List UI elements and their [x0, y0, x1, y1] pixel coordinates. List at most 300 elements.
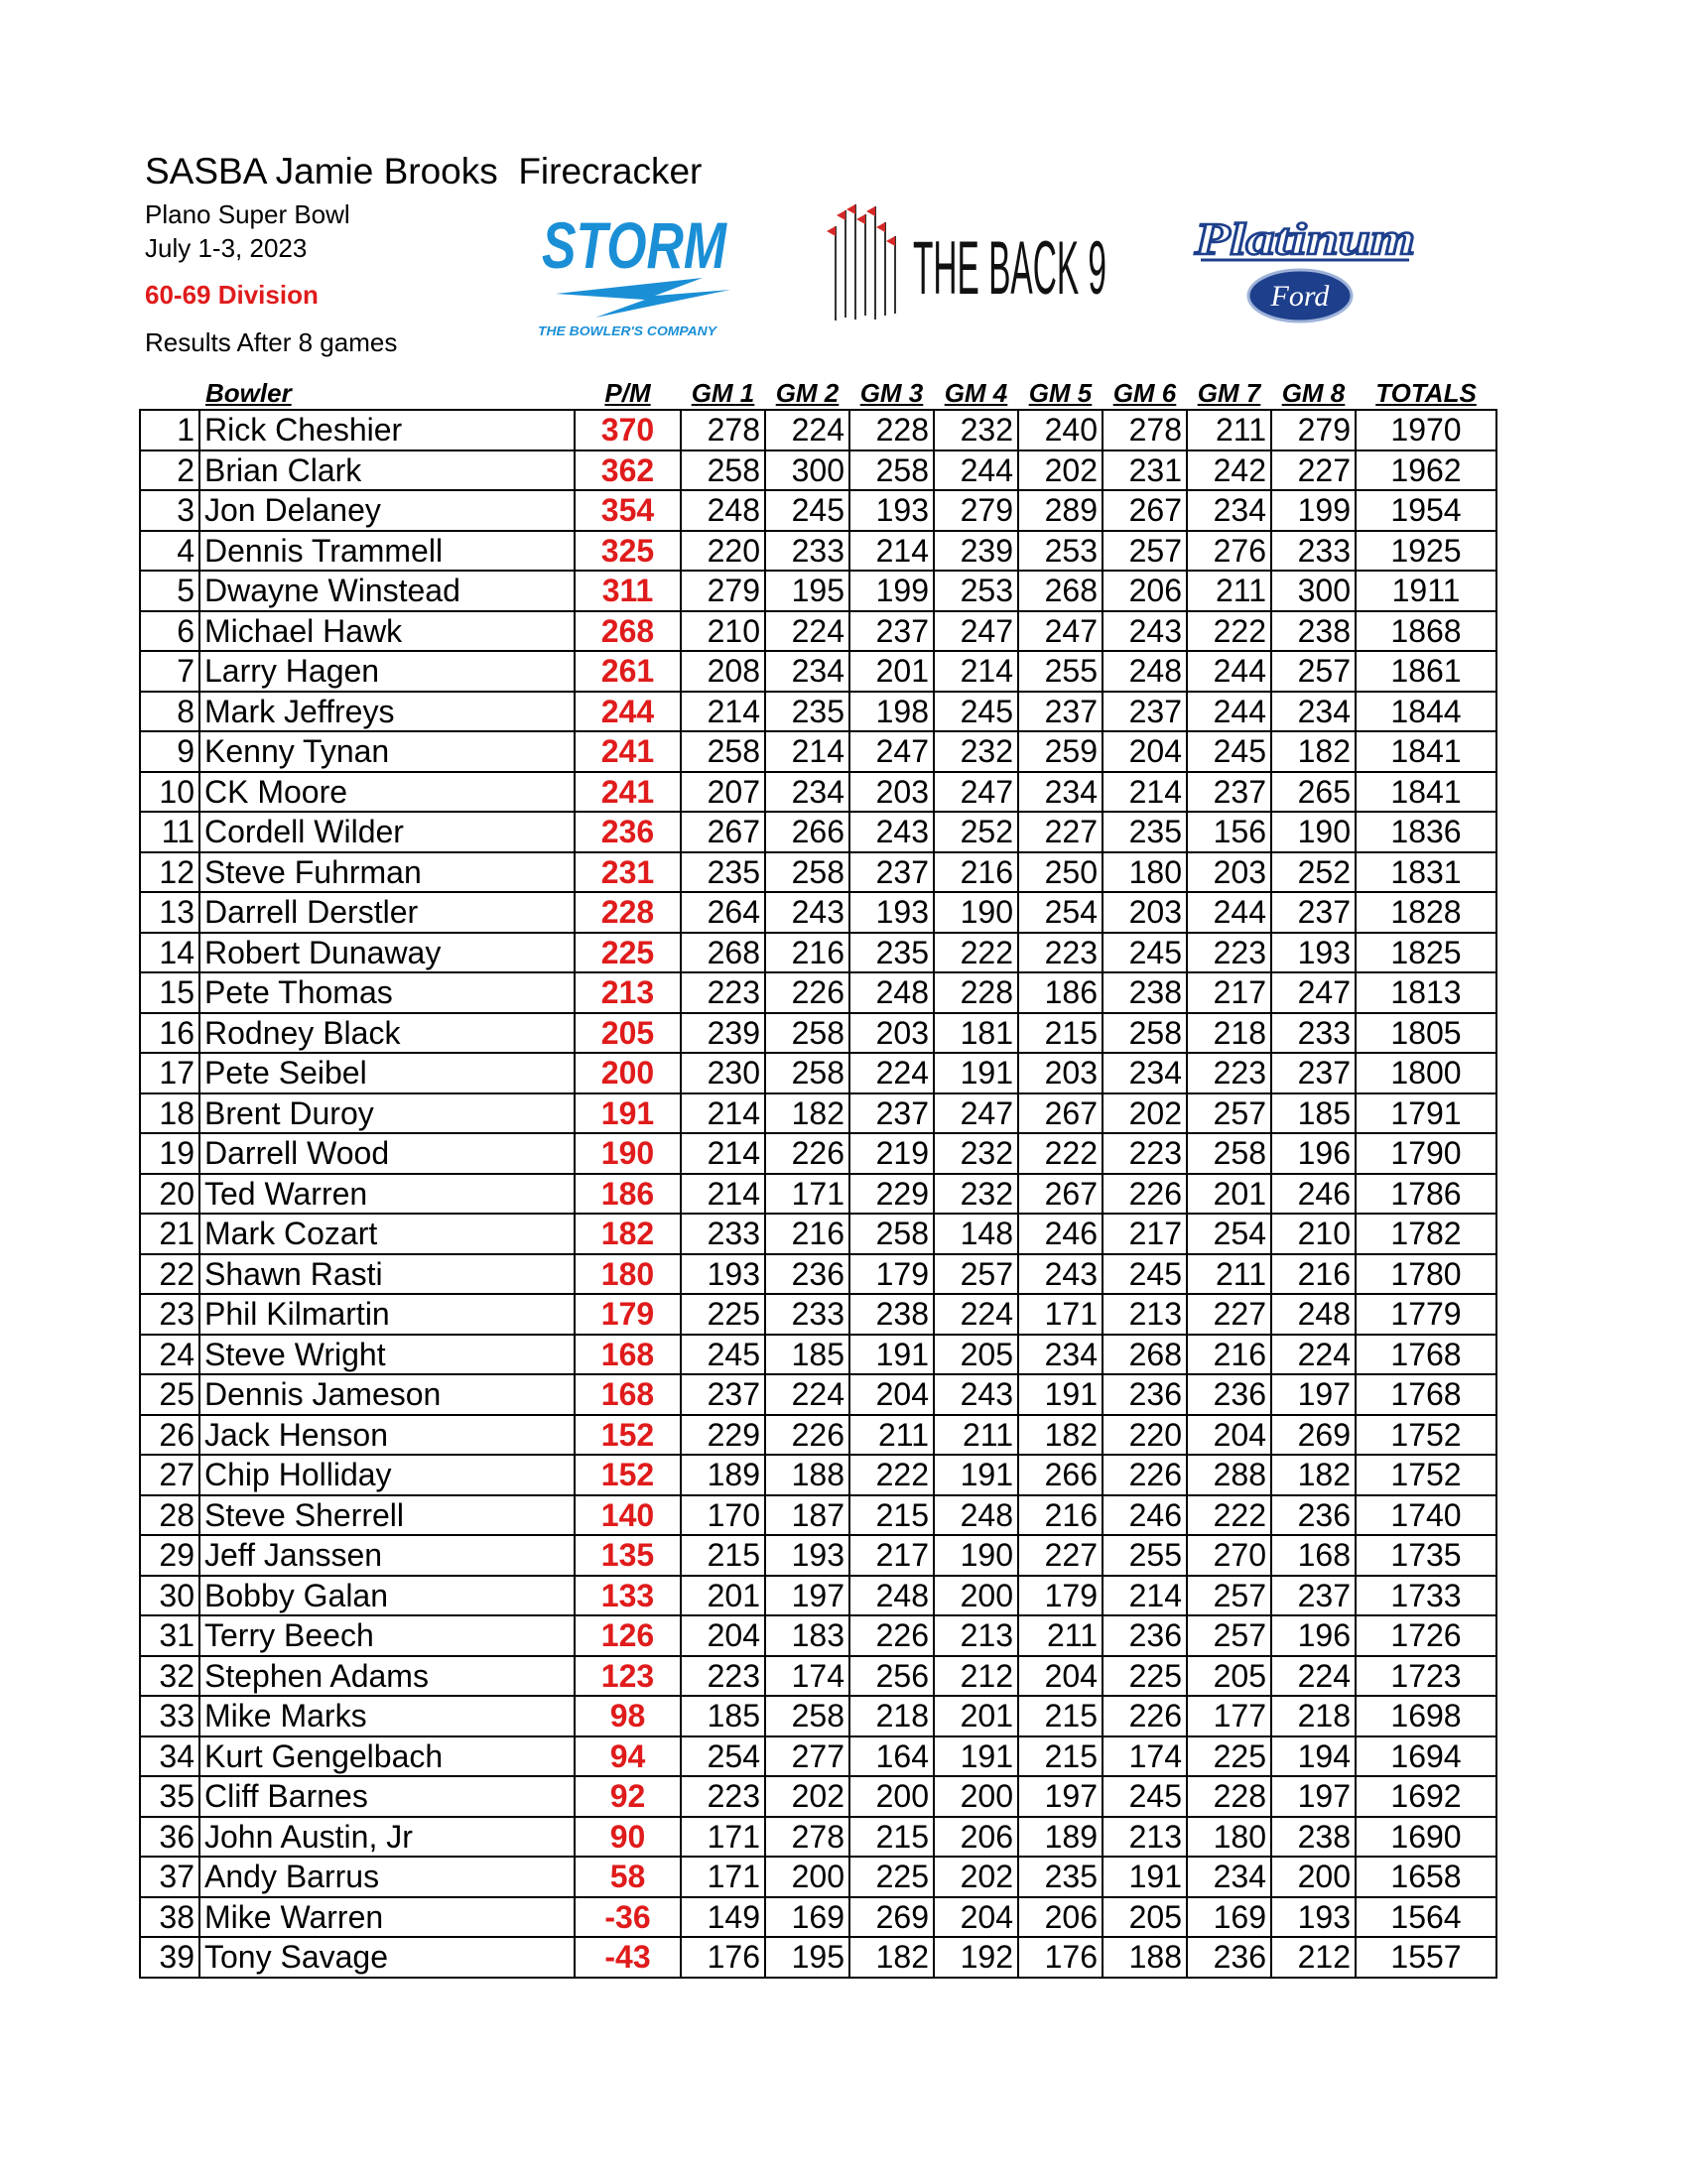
table-row [140, 1294, 1496, 1335]
plus-minus-cell: 241 [575, 731, 681, 772]
bowler-name-cell: Steve Wright [199, 1335, 575, 1375]
game-1-score-cell: 225 [681, 1294, 765, 1335]
game-8-score-cell: 196 [1271, 1615, 1356, 1656]
game-4-score-cell: 191 [934, 1736, 1018, 1777]
plus-minus-cell: 179 [575, 1294, 681, 1335]
game-6-score-cell: 206 [1103, 571, 1187, 611]
table-row [140, 410, 1496, 450]
game-7-score-cell: 204 [1187, 1415, 1271, 1456]
venue-name: Plano Super Bowl [145, 199, 350, 229]
table-row [140, 1535, 1496, 1576]
game-4-score-cell: 224 [934, 1294, 1018, 1335]
game-4-score-cell: 190 [934, 1535, 1018, 1576]
game-4-score-cell: 228 [934, 972, 1018, 1013]
game-3-score-cell: 191 [849, 1335, 934, 1375]
game-2-score-cell: 233 [765, 1294, 849, 1335]
game-3-score-cell: 248 [849, 1576, 934, 1616]
results-status: Results After 8 games [145, 327, 398, 357]
game-6-score-cell: 248 [1103, 651, 1187, 692]
table-row [140, 1776, 1496, 1817]
bowler-name-cell: Chip Holliday [199, 1455, 575, 1495]
gm3-header: GM 3 [859, 378, 924, 408]
bowler-name-cell: Rick Cheshier [199, 410, 575, 450]
game-1-score-cell: 235 [681, 852, 765, 893]
plus-minus-cell: 182 [575, 1214, 681, 1254]
game-1-score-cell: 278 [681, 410, 765, 450]
game-5-score-cell: 243 [1018, 1254, 1103, 1295]
game-7-score-cell: 223 [1187, 933, 1271, 973]
game-1-score-cell: 239 [681, 1013, 765, 1054]
game-4-score-cell: 232 [934, 1174, 1018, 1215]
game-3-score-cell: 198 [849, 692, 934, 732]
game-2-score-cell: 258 [765, 852, 849, 893]
game-2-score-cell: 214 [765, 731, 849, 772]
rank-cell: 34 [140, 1736, 199, 1777]
game-5-score-cell: 289 [1018, 490, 1103, 531]
game-7-score-cell: 257 [1187, 1576, 1271, 1616]
game-5-score-cell: 171 [1018, 1294, 1103, 1335]
game-5-score-cell: 191 [1018, 1374, 1103, 1415]
plus-minus-cell: 228 [575, 892, 681, 933]
game-1-score-cell: 264 [681, 892, 765, 933]
game-5-score-cell: 234 [1018, 1335, 1103, 1375]
storm-logo [536, 206, 734, 343]
game-3-score-cell: 235 [849, 933, 934, 973]
bowler-name-cell: Pete Thomas [199, 972, 575, 1013]
game-3-score-cell: 237 [849, 611, 934, 652]
game-4-score-cell: 216 [934, 852, 1018, 893]
game-8-score-cell: 193 [1271, 933, 1356, 973]
game-2-score-cell: 216 [765, 933, 849, 973]
game-2-score-cell: 226 [765, 1133, 849, 1174]
game-8-score-cell: 218 [1271, 1696, 1356, 1736]
plus-minus-cell: 152 [575, 1455, 681, 1495]
game-2-score-cell: 224 [765, 1374, 849, 1415]
total-cell: 1841 [1356, 772, 1496, 813]
plus-minus-cell: 236 [575, 812, 681, 852]
game-2-score-cell: 169 [765, 1897, 849, 1938]
game-3-score-cell: 182 [849, 1937, 934, 1978]
plus-minus-cell: 200 [575, 1053, 681, 1093]
table-row [140, 1857, 1496, 1897]
game-8-score-cell: 252 [1271, 852, 1356, 893]
game-8-score-cell: 247 [1271, 972, 1356, 1013]
bowler-name-cell: Bobby Galan [199, 1576, 575, 1616]
table-row [140, 812, 1496, 852]
game-1-score-cell: 245 [681, 1335, 765, 1375]
game-2-score-cell: 174 [765, 1656, 849, 1697]
game-1-score-cell: 207 [681, 772, 765, 813]
game-2-score-cell: 182 [765, 1093, 849, 1134]
rank-cell: 28 [140, 1495, 199, 1536]
table-row [140, 611, 1496, 652]
game-6-score-cell: 226 [1103, 1455, 1187, 1495]
table-row [140, 1174, 1496, 1215]
game-4-score-cell: 206 [934, 1817, 1018, 1858]
game-5-score-cell: 197 [1018, 1776, 1103, 1817]
game-1-score-cell: 230 [681, 1053, 765, 1093]
table-row [140, 852, 1496, 893]
rank-cell: 29 [140, 1535, 199, 1576]
game-2-score-cell: 278 [765, 1817, 849, 1858]
bowler-header: Bowler [205, 378, 292, 408]
table-row [140, 1374, 1496, 1415]
game-4-score-cell: 213 [934, 1615, 1018, 1656]
game-6-score-cell: 213 [1103, 1294, 1187, 1335]
game-3-score-cell: 229 [849, 1174, 934, 1215]
game-8-score-cell: 234 [1271, 692, 1356, 732]
total-cell: 1557 [1356, 1937, 1496, 1978]
game-1-score-cell: 185 [681, 1696, 765, 1736]
game-3-score-cell: 248 [849, 972, 934, 1013]
rank-cell: 24 [140, 1335, 199, 1375]
game-7-score-cell: 217 [1187, 972, 1271, 1013]
game-6-score-cell: 245 [1103, 1254, 1187, 1295]
game-8-score-cell: 236 [1271, 1495, 1356, 1536]
total-cell: 1733 [1356, 1576, 1496, 1616]
game-6-score-cell: 236 [1103, 1615, 1187, 1656]
game-6-score-cell: 235 [1103, 812, 1187, 852]
table-row [140, 1937, 1496, 1978]
table-row [140, 531, 1496, 572]
gm7-header: GM 7 [1197, 378, 1261, 408]
game-7-score-cell: 244 [1187, 892, 1271, 933]
game-1-score-cell: 204 [681, 1615, 765, 1656]
game-1-score-cell: 258 [681, 450, 765, 491]
rank-cell: 30 [140, 1576, 199, 1616]
total-cell: 1836 [1356, 812, 1496, 852]
game-7-score-cell: 205 [1187, 1656, 1271, 1697]
rank-cell: 33 [140, 1696, 199, 1736]
game-3-score-cell: 204 [849, 1374, 934, 1415]
game-5-score-cell: 204 [1018, 1656, 1103, 1697]
game-7-score-cell: 234 [1187, 1857, 1271, 1897]
bowler-name-cell: Terry Beech [199, 1615, 575, 1656]
plus-minus-cell: 244 [575, 692, 681, 732]
bowler-name-cell: Cordell Wilder [199, 812, 575, 852]
plus-minus-cell: 362 [575, 450, 681, 491]
game-3-score-cell: 215 [849, 1817, 934, 1858]
game-3-score-cell: 215 [849, 1495, 934, 1536]
game-1-score-cell: 229 [681, 1415, 765, 1456]
table-row [140, 692, 1496, 732]
game-1-score-cell: 214 [681, 692, 765, 732]
plus-minus-cell: 168 [575, 1374, 681, 1415]
game-3-score-cell: 214 [849, 531, 934, 572]
total-cell: 1786 [1356, 1174, 1496, 1215]
plus-minus-cell: 190 [575, 1133, 681, 1174]
game-7-score-cell: 211 [1187, 571, 1271, 611]
plus-minus-cell: 354 [575, 490, 681, 531]
table-row [140, 1053, 1496, 1093]
game-6-score-cell: 180 [1103, 852, 1187, 893]
game-3-score-cell: 269 [849, 1897, 934, 1938]
game-1-score-cell: 208 [681, 651, 765, 692]
platinum-ford-logo [1191, 208, 1419, 327]
game-6-score-cell: 243 [1103, 611, 1187, 652]
total-cell: 1831 [1356, 852, 1496, 893]
back9-logo [826, 196, 1113, 325]
game-6-score-cell: 174 [1103, 1736, 1187, 1777]
rank-cell: 6 [140, 611, 199, 652]
game-3-score-cell: 193 [849, 892, 934, 933]
rank-cell: 10 [140, 772, 199, 813]
rank-cell: 21 [140, 1214, 199, 1254]
game-3-score-cell: 237 [849, 1093, 934, 1134]
game-2-score-cell: 226 [765, 972, 849, 1013]
game-6-score-cell: 237 [1103, 692, 1187, 732]
storm-logo-text: STORM [542, 208, 728, 282]
game-7-score-cell: 216 [1187, 1335, 1271, 1375]
game-2-score-cell: 277 [765, 1736, 849, 1777]
rank-cell: 1 [140, 410, 199, 450]
game-8-score-cell: 227 [1271, 450, 1356, 491]
game-8-score-cell: 224 [1271, 1656, 1356, 1697]
rank-cell: 25 [140, 1374, 199, 1415]
game-8-score-cell: 237 [1271, 892, 1356, 933]
game-8-score-cell: 233 [1271, 1013, 1356, 1054]
table-row [140, 972, 1496, 1013]
game-2-score-cell: 245 [765, 490, 849, 531]
plus-minus-cell: 152 [575, 1415, 681, 1456]
game-1-score-cell: 223 [681, 972, 765, 1013]
game-2-score-cell: 300 [765, 450, 849, 491]
plus-minus-cell: 311 [575, 571, 681, 611]
bowler-name-cell: Pete Seibel [199, 1053, 575, 1093]
game-8-score-cell: 182 [1271, 731, 1356, 772]
game-2-score-cell: 235 [765, 692, 849, 732]
game-5-score-cell: 246 [1018, 1214, 1103, 1254]
game-6-score-cell: 204 [1103, 731, 1187, 772]
total-cell: 1970 [1356, 410, 1496, 450]
game-5-score-cell: 222 [1018, 1133, 1103, 1174]
game-6-score-cell: 258 [1103, 1013, 1187, 1054]
platinum-text: Platinum [1193, 213, 1415, 264]
game-7-score-cell: 254 [1187, 1214, 1271, 1254]
gm8-header: GM 8 [1281, 378, 1346, 408]
rank-cell: 20 [140, 1174, 199, 1215]
game-3-score-cell: 228 [849, 410, 934, 450]
bowler-name-cell: Mike Marks [199, 1696, 575, 1736]
game-2-score-cell: 233 [765, 531, 849, 572]
game-7-score-cell: 244 [1187, 692, 1271, 732]
game-2-score-cell: 216 [765, 1214, 849, 1254]
game-1-score-cell: 189 [681, 1455, 765, 1495]
game-5-score-cell: 189 [1018, 1817, 1103, 1858]
bowler-name-cell: Larry Hagen [199, 651, 575, 692]
game-8-score-cell: 269 [1271, 1415, 1356, 1456]
game-4-score-cell: 247 [934, 772, 1018, 813]
game-5-score-cell: 215 [1018, 1696, 1103, 1736]
total-cell: 1962 [1356, 450, 1496, 491]
game-5-score-cell: 211 [1018, 1615, 1103, 1656]
game-3-score-cell: 218 [849, 1696, 934, 1736]
game-5-score-cell: 179 [1018, 1576, 1103, 1616]
bowler-name-cell: Mike Warren [199, 1897, 575, 1938]
total-cell: 1954 [1356, 490, 1496, 531]
total-cell: 1726 [1356, 1615, 1496, 1656]
bowler-name-cell: Mark Jeffreys [199, 692, 575, 732]
game-5-score-cell: 250 [1018, 852, 1103, 893]
game-7-score-cell: 270 [1187, 1535, 1271, 1576]
game-3-score-cell: 203 [849, 1013, 934, 1054]
total-cell: 1698 [1356, 1696, 1496, 1736]
game-1-score-cell: 215 [681, 1535, 765, 1576]
game-4-score-cell: 205 [934, 1335, 1018, 1375]
bowler-name-cell: Jon Delaney [199, 490, 575, 531]
game-6-score-cell: 245 [1103, 1776, 1187, 1817]
bowler-name-cell: Dwayne Winstead [199, 571, 575, 611]
game-7-score-cell: 211 [1187, 1254, 1271, 1295]
bowler-name-cell: Shawn Rasti [199, 1254, 575, 1295]
total-cell: 1925 [1356, 531, 1496, 572]
rank-cell: 18 [140, 1093, 199, 1134]
game-5-score-cell: 253 [1018, 531, 1103, 572]
total-cell: 1868 [1356, 611, 1496, 652]
game-2-score-cell: 236 [765, 1254, 849, 1295]
game-1-score-cell: 254 [681, 1736, 765, 1777]
total-cell: 1768 [1356, 1374, 1496, 1415]
rank-cell: 38 [140, 1897, 199, 1938]
table-row [140, 1093, 1496, 1134]
game-6-score-cell: 238 [1103, 972, 1187, 1013]
game-6-score-cell: 188 [1103, 1937, 1187, 1978]
bowler-name-cell: Rodney Black [199, 1013, 575, 1054]
rank-cell: 17 [140, 1053, 199, 1093]
game-4-score-cell: 239 [934, 531, 1018, 572]
bowler-name-cell: Jeff Janssen [199, 1535, 575, 1576]
game-4-score-cell: 222 [934, 933, 1018, 973]
rank-cell: 19 [140, 1133, 199, 1174]
rank-cell: 16 [140, 1013, 199, 1054]
storm-tagline: THE BOWLER'S COMPANY [538, 323, 718, 338]
table-row [140, 1736, 1496, 1777]
plus-minus-cell: 58 [575, 1857, 681, 1897]
game-4-score-cell: 200 [934, 1576, 1018, 1616]
plus-minus-cell: 180 [575, 1254, 681, 1295]
game-8-score-cell: 193 [1271, 1897, 1356, 1938]
game-2-score-cell: 200 [765, 1857, 849, 1897]
game-4-score-cell: 201 [934, 1696, 1018, 1736]
table-row [140, 1495, 1496, 1536]
bowler-name-cell: Brian Clark [199, 450, 575, 491]
game-7-score-cell: 242 [1187, 450, 1271, 491]
plus-minus-cell: -43 [575, 1937, 681, 1978]
game-5-score-cell: 202 [1018, 450, 1103, 491]
game-6-score-cell: 220 [1103, 1415, 1187, 1456]
game-8-score-cell: 168 [1271, 1535, 1356, 1576]
game-5-score-cell: 254 [1018, 892, 1103, 933]
total-cell: 1805 [1356, 1013, 1496, 1054]
table-row [140, 1656, 1496, 1697]
game-3-score-cell: 258 [849, 450, 934, 491]
plus-minus-cell: 213 [575, 972, 681, 1013]
rank-cell: 37 [140, 1857, 199, 1897]
total-cell: 1825 [1356, 933, 1496, 973]
game-4-score-cell: 191 [934, 1053, 1018, 1093]
table-row [140, 1817, 1496, 1858]
game-6-score-cell: 268 [1103, 1335, 1187, 1375]
game-4-score-cell: 257 [934, 1254, 1018, 1295]
game-8-score-cell: 237 [1271, 1053, 1356, 1093]
gm5-header: GM 5 [1028, 378, 1093, 408]
game-2-score-cell: 266 [765, 812, 849, 852]
game-1-score-cell: 210 [681, 611, 765, 652]
game-6-score-cell: 267 [1103, 490, 1187, 531]
total-cell: 1752 [1356, 1415, 1496, 1456]
rank-cell: 9 [140, 731, 199, 772]
game-3-score-cell: 226 [849, 1615, 934, 1656]
game-4-score-cell: 232 [934, 731, 1018, 772]
game-5-score-cell: 259 [1018, 731, 1103, 772]
game-3-score-cell: 247 [849, 731, 934, 772]
total-cell: 1658 [1356, 1857, 1496, 1897]
game-2-score-cell: 243 [765, 892, 849, 933]
total-cell: 1790 [1356, 1133, 1496, 1174]
game-8-score-cell: 196 [1271, 1133, 1356, 1174]
total-cell: 1694 [1356, 1736, 1496, 1777]
game-5-score-cell: 182 [1018, 1415, 1103, 1456]
game-3-score-cell: 217 [849, 1535, 934, 1576]
game-4-score-cell: 245 [934, 692, 1018, 732]
rank-cell: 35 [140, 1776, 199, 1817]
table-row [140, 490, 1496, 531]
game-6-score-cell: 226 [1103, 1174, 1187, 1215]
rank-cell: 31 [140, 1615, 199, 1656]
game-2-score-cell: 234 [765, 651, 849, 692]
game-4-score-cell: 181 [934, 1013, 1018, 1054]
game-7-score-cell: 237 [1187, 772, 1271, 813]
gm4-header: GM 4 [944, 378, 1008, 408]
game-1-score-cell: 220 [681, 531, 765, 572]
game-2-score-cell: 195 [765, 1937, 849, 1978]
game-3-score-cell: 193 [849, 490, 934, 531]
table-row [140, 1455, 1496, 1495]
game-2-score-cell: 185 [765, 1335, 849, 1375]
bowler-name-cell: Dennis Trammell [199, 531, 575, 572]
game-6-score-cell: 191 [1103, 1857, 1187, 1897]
game-5-score-cell: 215 [1018, 1736, 1103, 1777]
game-2-score-cell: 258 [765, 1696, 849, 1736]
game-1-score-cell: 223 [681, 1776, 765, 1817]
game-7-score-cell: 203 [1187, 852, 1271, 893]
game-3-score-cell: 243 [849, 812, 934, 852]
game-2-score-cell: 224 [765, 611, 849, 652]
table-row [140, 1013, 1496, 1054]
plus-minus-cell: 186 [575, 1174, 681, 1215]
total-cell: 1564 [1356, 1897, 1496, 1938]
game-4-score-cell: 247 [934, 611, 1018, 652]
bowler-name-cell: Robert Dunaway [199, 933, 575, 973]
rank-cell: 23 [140, 1294, 199, 1335]
rank-header [140, 375, 199, 410]
bowler-name-cell: Michael Hawk [199, 611, 575, 652]
game-3-score-cell: 256 [849, 1656, 934, 1697]
total-cell: 1800 [1356, 1053, 1496, 1093]
game-8-score-cell: 216 [1271, 1254, 1356, 1295]
game-6-score-cell: 202 [1103, 1093, 1187, 1134]
game-8-score-cell: 248 [1271, 1294, 1356, 1335]
table-row [140, 772, 1496, 813]
game-1-score-cell: 223 [681, 1656, 765, 1697]
rank-cell: 11 [140, 812, 199, 852]
game-1-score-cell: 214 [681, 1133, 765, 1174]
event-dates: July 1-3, 2023 [145, 233, 308, 263]
game-7-score-cell: 257 [1187, 1093, 1271, 1134]
bowler-name-cell: Brent Duroy [199, 1093, 575, 1134]
total-cell: 1861 [1356, 651, 1496, 692]
game-7-score-cell: 258 [1187, 1133, 1271, 1174]
